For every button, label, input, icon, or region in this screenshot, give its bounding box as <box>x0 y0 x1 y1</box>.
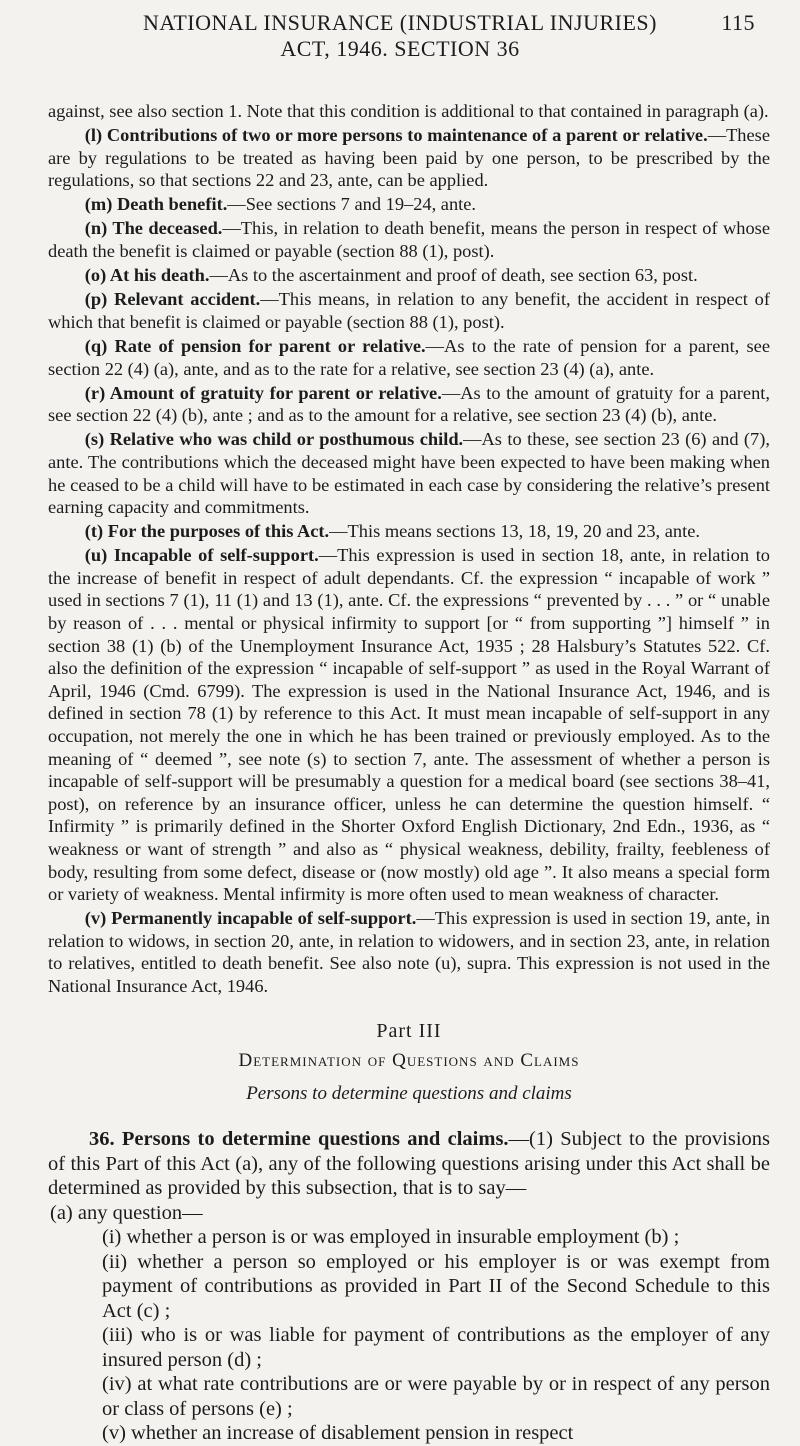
page-number: 115 <box>721 10 755 35</box>
section-36-intro: 36. Persons to determine questions and claims.—(1) Subject to the provisions of this Part of this Act (a), any of the following questions arising under this Act shall be determined as provided by this subsection, that is to say— <box>48 1128 770 1200</box>
section-36-subitem-iii: (iii) who is or was liable for payment of contributions as the employer of any insured person (d) ; <box>102 1324 770 1371</box>
note-v: (v) Permanently incapable of self-support.—This expression is used in section 19, ante, in relation to widows, in section 20, ante, in relation to widowers, and in section 23, ante, in relation to relatives, entitled to death benefit. See also note (u), supra. This expression is not used in the National Insurance Act, 1946. <box>48 908 770 997</box>
note-t: (t) For the purposes of this Act.—This means sections 13, 18, 19, 20 and 23, ante. <box>84 521 700 542</box>
part-heading: Determination of Questions and Claims <box>238 1050 580 1072</box>
section-36 <box>48 1127 770 1446</box>
note-m: (m) Death benefit.—See sections 7 and 19–24, ante. <box>84 194 477 215</box>
note-r: (r) Amount of gratuity for parent or relative.—As to the amount of gratuity for a parent, see section 22 (4) (b), ante ; and as to the amount for a relative, see section 23 (4) (b), ante. <box>48 382 770 426</box>
section-36-subitem-ii: (ii) whether a person so employed or his employer is or was exempt from payment of contributions as provided in Part II of the Second Schedule to this Act (c) ; <box>102 1250 770 1322</box>
note-n: (n) The deceased.—This, in relation to death benefit, means the person in respect of whose death the benefit is claimed or payable (section 88 (1), post). <box>48 218 770 262</box>
note-s: (s) Relative who was child or posthumous child.—As to these, see section 23 (6) and (7), ante. The contributions which the deceased might have been expected to have been making when he ceased to be a child will have to be estimated in each case by considering the relative’s present earning capacity and commitments. <box>48 429 770 518</box>
part-title: Part III <box>376 1019 442 1042</box>
note-paragraph-continuation: against, see also section 1. Note that this condition is additional to that contained in paragraph (a). <box>48 101 769 121</box>
note-o: (o) At his death.—As to the ascertainment and proof of death, see section 63, post. <box>84 265 698 286</box>
section-36-subitem-v: (v) whether an increase of disablement pension in respect <box>102 1422 574 1445</box>
note-u: (u) Incapable of self-support.—This expression is used in section 18, ante, in relation to the increase of benefit in respect of adult dependants. Cf. the expression “ incapable of work ” used in sections 7 (1), 11 (1) and 13 (1), ante. Cf. the expressions “ prevented by . . . ” or “ unable by reason of . . . mental or physical infirmity to support [or “ from supporting ”] himself ” in section 38 (1) (b) of the Unemployment Insurance Act, 1935 ; 28 Halsbury’s Statutes 522. Cf. also the definition of the expression “ incapable of self-support ” as used in the Royal Warrant of April, 1946 (Cmd. 6799). The expression is used in the National Insurance Act, 1946, and is defined in section 78 (1) by reference to this Act. It must mean incapable of self-support in any occupation, not merely the one in which he has been trained or previously employed. As to the meaning of “ deemed ”, see note (s) to section 7, ante. The assessment of whether a person is incapable of self-support will be presumably a question for a medical board (see sections 38–41, post), on reference by an insurance officer, unless he can determine the question himself. “ Infirmity ” is primarily defined in the Shorter Oxford English Dictionary, 2nd Edn., 1936, as “ weakness or want of strength ” and also as “ physical weakness, debility, frailty, feebleness of body, resulting from some defect, disease or (now mostly) old age ”. It also means a special form or variety of weakness. Mental infirmity is more often used to mean weakness of character. <box>48 545 770 905</box>
note-l: (l) Contributions of two or more persons to maintenance of a parent or relative.—These are by regulations to be treated as having been paid by one person, to be prescribed by the regulations, so that sections 22 and 23, ante, can be applied. <box>48 125 770 191</box>
section-36-subitem-i: (i) whether a person is or was employed in insurable employment (b) ; <box>102 1226 680 1249</box>
section-36-item-a: (a) any question— <box>50 1201 203 1224</box>
running-header <box>0 10 800 62</box>
header-subtitle: ACT, 1946. SECTION 36 <box>280 36 520 61</box>
note-q: (q) Rate of pension for parent or relative.—As to the rate of pension for a parent, see section 22 (4) (a), ante, and as to the rate for a relative, see section 23 (4) (a), ante. <box>48 335 770 379</box>
notes-body <box>48 100 770 1446</box>
section-36-subitem-iv: (iv) at what rate contributions are or were payable by or in respect of any person or class of persons (e) ; <box>102 1373 770 1420</box>
note-p: (p) Relevant accident.—This means, in relation to any benefit, the accident in respect of which that benefit is claimed or payable (section 88 (1), post). <box>48 289 770 332</box>
part-subheading: Persons to determine questions and claims <box>246 1082 572 1104</box>
header-title: NATIONAL INSURANCE (INDUSTRIAL INJURIES) <box>143 10 657 35</box>
